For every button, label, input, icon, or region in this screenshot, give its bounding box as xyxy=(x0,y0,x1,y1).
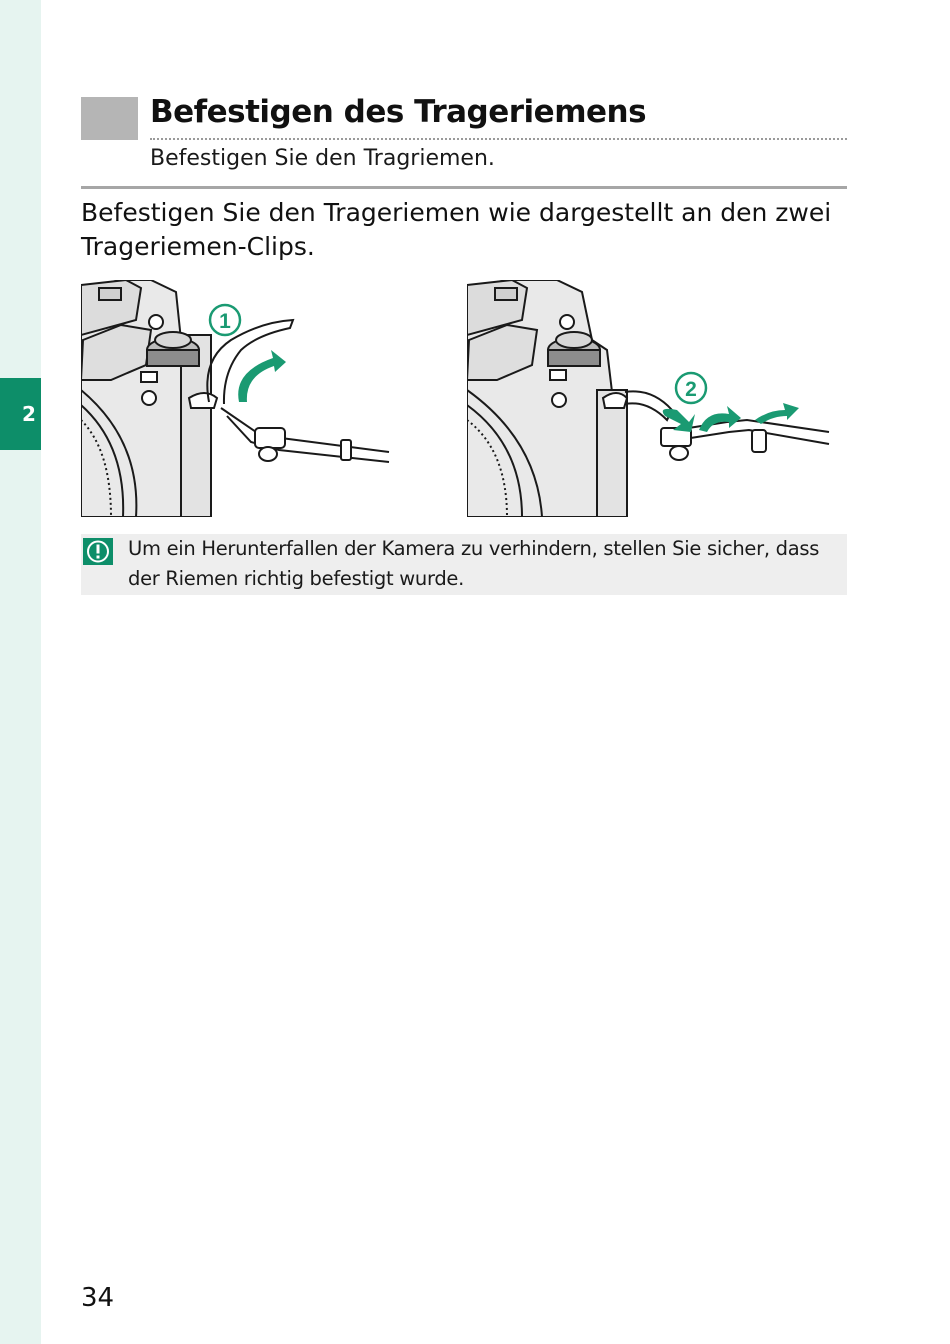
step-label-2: 2 xyxy=(685,378,697,401)
chapter-number: 2 xyxy=(22,402,36,426)
chapter-tab xyxy=(0,378,41,450)
camera-strap-step-1-illustration xyxy=(81,280,391,517)
step-label-1: 1 xyxy=(219,310,231,333)
page-number: 34 xyxy=(81,1283,115,1313)
chapter-side-strip xyxy=(0,0,41,1344)
camera-strap-step-2-illustration xyxy=(467,280,837,517)
caution-note xyxy=(81,534,847,595)
page-subtitle: Befestigen Sie den Tragriemen. xyxy=(150,146,495,171)
section-divider xyxy=(81,186,847,189)
heading-marker-block xyxy=(81,97,138,140)
instruction-paragraph: Befestigen Sie den Trageriemen wie dargestellt an den zwei Trageriemen-Clips. xyxy=(81,198,832,261)
page-title: Befestigen des Trageriemens xyxy=(150,94,647,130)
caution-note-text: Um ein Herunterfallen der Kamera zu verhindern, stellen Sie sicher, dass der Riemen richtig befestigt wurde. xyxy=(128,537,820,590)
title-dotted-divider xyxy=(150,138,847,140)
caution-icon xyxy=(83,538,113,565)
